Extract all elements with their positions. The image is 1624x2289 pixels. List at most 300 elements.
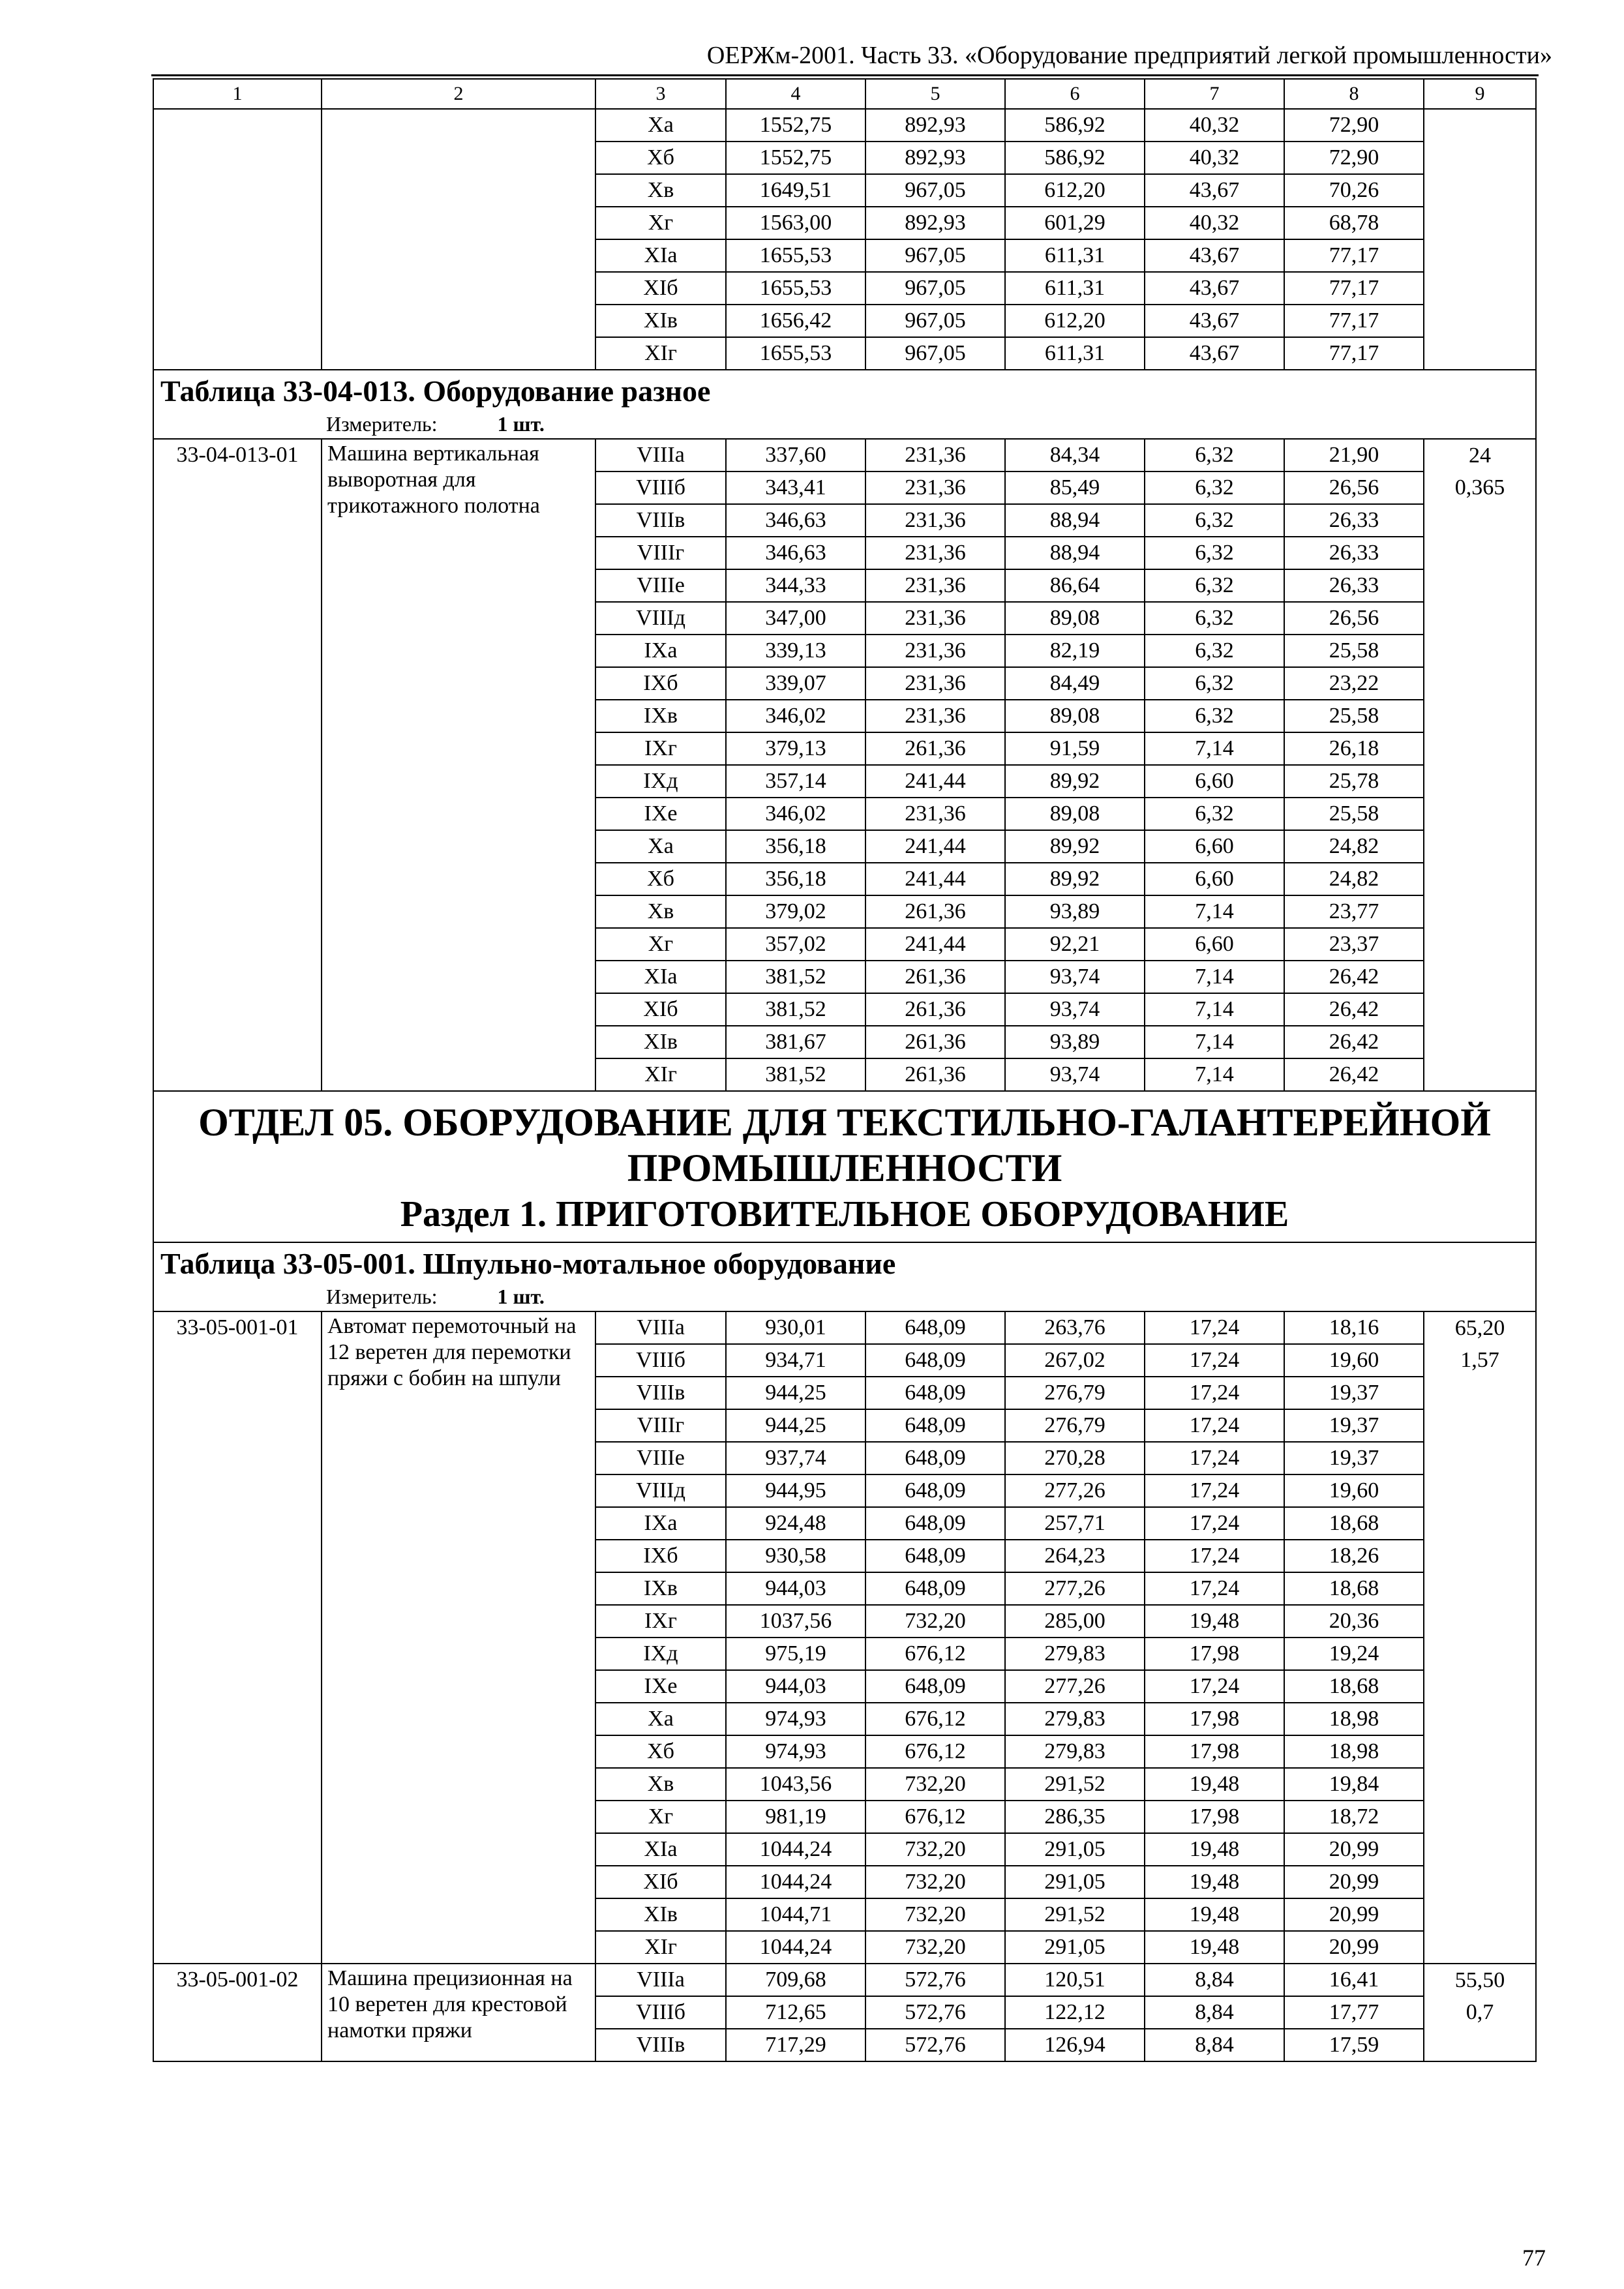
value-cell: 84,34	[1005, 439, 1145, 471]
value-cell: 23,37	[1284, 928, 1424, 961]
value-cell: 381,52	[726, 961, 865, 993]
region-zone: VIIIд	[595, 1474, 726, 1507]
value-cell: 89,92	[1005, 830, 1145, 863]
value-cell: 967,05	[865, 337, 1005, 370]
table-row	[153, 109, 1536, 142]
value-cell: 23,77	[1284, 895, 1424, 928]
value-cell: 26,56	[1284, 471, 1424, 504]
value-cell: 263,76	[1005, 1311, 1145, 1344]
value-cell: 92,21	[1005, 928, 1145, 961]
value-cell: 19,48	[1145, 1605, 1284, 1638]
value-cell: 934,71	[726, 1344, 865, 1377]
value-cell: 89,08	[1005, 798, 1145, 830]
value-cell: 84,49	[1005, 667, 1145, 700]
value-cell: 19,48	[1145, 1768, 1284, 1801]
value-cell: 8,84	[1145, 1996, 1284, 2029]
value-cell: 6,32	[1145, 667, 1284, 700]
value-cell: 344,33	[726, 569, 865, 602]
value-cell: 944,03	[726, 1670, 865, 1703]
table-row	[153, 1964, 1536, 1996]
value-cell: 676,12	[865, 1703, 1005, 1735]
value-cell: 586,92	[1005, 142, 1145, 174]
value-cell: 26,18	[1284, 732, 1424, 765]
value-cell: 944,03	[726, 1572, 865, 1605]
value-cell: 975,19	[726, 1638, 865, 1670]
value-cell: 1044,24	[726, 1833, 865, 1866]
col9-value: 65,20	[1454, 1316, 1505, 1340]
value-cell: 82,19	[1005, 635, 1145, 667]
value-cell: 346,02	[726, 798, 865, 830]
value-cell: 944,95	[726, 1474, 865, 1507]
value-cell: 26,42	[1284, 1058, 1424, 1091]
region-zone: VIIIе	[595, 569, 726, 602]
item-code	[153, 109, 322, 370]
header-rule	[151, 74, 1539, 76]
value-cell: 967,05	[865, 174, 1005, 207]
value-cell: 967,05	[865, 272, 1005, 305]
value-cell: 21,90	[1284, 439, 1424, 471]
value-cell: 6,60	[1145, 863, 1284, 895]
value-cell: 20,99	[1284, 1833, 1424, 1866]
page-number: 77	[1522, 2245, 1546, 2271]
value-cell: 8,84	[1145, 2029, 1284, 2061]
value-cell: 231,36	[865, 635, 1005, 667]
region-zone: ХIа	[595, 239, 726, 272]
value-cell: 89,08	[1005, 700, 1145, 732]
value-cell: 26,56	[1284, 602, 1424, 635]
region-zone: IХг	[595, 1605, 726, 1638]
value-cell: 611,31	[1005, 239, 1145, 272]
value-cell: 339,07	[726, 667, 865, 700]
value-cell: 261,36	[865, 961, 1005, 993]
value-cell: 17,24	[1145, 1474, 1284, 1507]
value-cell: 6,60	[1145, 928, 1284, 961]
value-cell: 17,24	[1145, 1409, 1284, 1442]
value-cell: 19,37	[1284, 1377, 1424, 1409]
value-cell: 1656,42	[726, 305, 865, 337]
table-033-04-013-title-row	[153, 370, 1536, 439]
column-number-row	[153, 79, 1536, 109]
measure-line	[160, 1282, 1529, 1311]
value-cell: 346,63	[726, 537, 865, 569]
region-zone: Хб	[595, 1735, 726, 1768]
region-zone: IХд	[595, 1638, 726, 1670]
column-number: 2	[322, 79, 595, 109]
value-cell: 732,20	[865, 1866, 1005, 1898]
value-cell: 279,83	[1005, 1703, 1145, 1735]
region-zone: ХIг	[595, 1931, 726, 1964]
value-cell: 77,17	[1284, 337, 1424, 370]
value-cell: 291,05	[1005, 1833, 1145, 1866]
column-number: 9	[1424, 79, 1536, 109]
value-cell: 231,36	[865, 439, 1005, 471]
value-cell: 1552,75	[726, 142, 865, 174]
value-cell: 6,32	[1145, 504, 1284, 537]
value-cell: 712,65	[726, 1996, 865, 2029]
value-cell: 930,01	[726, 1311, 865, 1344]
value-cell: 91,59	[1005, 732, 1145, 765]
value-cell: 1655,53	[726, 239, 865, 272]
col9-values	[1424, 439, 1536, 1091]
value-cell: 285,00	[1005, 1605, 1145, 1638]
value-cell: 18,68	[1284, 1507, 1424, 1540]
value-cell: 6,32	[1145, 569, 1284, 602]
item-code: 33-05-001-02	[153, 1964, 322, 2061]
value-cell: 43,67	[1145, 305, 1284, 337]
col9-values	[1424, 1964, 1536, 2061]
region-zone: Хг	[595, 207, 726, 239]
item-name	[322, 109, 595, 370]
value-cell: 18,68	[1284, 1670, 1424, 1703]
value-cell: 648,09	[865, 1572, 1005, 1605]
region-zone: Хб	[595, 863, 726, 895]
value-cell: 26,33	[1284, 537, 1424, 569]
value-cell: 357,02	[726, 928, 865, 961]
region-zone: Хг	[595, 1801, 726, 1833]
col9-value: 0,7	[1466, 2000, 1494, 2024]
value-cell: 18,98	[1284, 1735, 1424, 1768]
table-title-cell	[153, 1242, 1536, 1311]
value-cell: 20,99	[1284, 1866, 1424, 1898]
region-zone: IХв	[595, 1572, 726, 1605]
value-cell: 261,36	[865, 1026, 1005, 1058]
value-cell: 648,09	[865, 1474, 1005, 1507]
value-cell: 18,98	[1284, 1703, 1424, 1735]
value-cell: 25,58	[1284, 700, 1424, 732]
value-cell: 25,58	[1284, 635, 1424, 667]
value-cell: 1044,24	[726, 1866, 865, 1898]
value-cell: 20,99	[1284, 1898, 1424, 1931]
col9-value: 55,50	[1454, 1968, 1505, 1992]
value-cell: 732,20	[865, 1768, 1005, 1801]
value-cell: 17,98	[1145, 1735, 1284, 1768]
value-cell: 261,36	[865, 732, 1005, 765]
value-cell: 19,60	[1284, 1344, 1424, 1377]
value-cell: 6,32	[1145, 700, 1284, 732]
value-cell: 17,98	[1145, 1703, 1284, 1735]
value-cell: 937,74	[726, 1442, 865, 1474]
item-code: 33-04-013-01	[153, 439, 322, 1091]
value-cell: 257,71	[1005, 1507, 1145, 1540]
value-cell: 241,44	[865, 765, 1005, 798]
region-zone: VIIIд	[595, 602, 726, 635]
value-cell: 89,92	[1005, 765, 1145, 798]
region-zone: Хг	[595, 928, 726, 961]
value-cell: 572,76	[865, 2029, 1005, 2061]
value-cell: 381,52	[726, 993, 865, 1026]
value-cell: 19,84	[1284, 1768, 1424, 1801]
value-cell: 43,67	[1145, 174, 1284, 207]
value-cell: 43,67	[1145, 239, 1284, 272]
value-cell: 981,19	[726, 1801, 865, 1833]
value-cell: 1552,75	[726, 109, 865, 142]
value-cell: 8,84	[1145, 1964, 1284, 1996]
value-cell: 967,05	[865, 239, 1005, 272]
region-zone: VIIIа	[595, 1311, 726, 1344]
value-cell: 924,48	[726, 1507, 865, 1540]
value-cell: 7,14	[1145, 1026, 1284, 1058]
price-table-body	[153, 79, 1536, 2061]
value-cell: 241,44	[865, 928, 1005, 961]
value-cell: 267,02	[1005, 1344, 1145, 1377]
value-cell: 17,24	[1145, 1540, 1284, 1572]
value-cell: 89,92	[1005, 863, 1145, 895]
value-cell: 93,89	[1005, 1026, 1145, 1058]
column-number: 3	[595, 79, 726, 109]
value-cell: 892,93	[865, 142, 1005, 174]
value-cell: 732,20	[865, 1931, 1005, 1964]
value-cell: 270,28	[1005, 1442, 1145, 1474]
value-cell: 19,37	[1284, 1442, 1424, 1474]
value-cell: 648,09	[865, 1311, 1005, 1344]
value-cell: 19,48	[1145, 1931, 1284, 1964]
value-cell: 264,23	[1005, 1540, 1145, 1572]
region-zone: VIIIг	[595, 1409, 726, 1442]
value-cell: 25,58	[1284, 798, 1424, 830]
value-cell: 277,26	[1005, 1670, 1145, 1703]
value-cell: 24,82	[1284, 863, 1424, 895]
value-cell: 279,83	[1005, 1638, 1145, 1670]
value-cell: 277,26	[1005, 1474, 1145, 1507]
value-cell: 892,93	[865, 109, 1005, 142]
value-cell: 241,44	[865, 830, 1005, 863]
value-cell: 231,36	[865, 537, 1005, 569]
value-cell: 6,32	[1145, 602, 1284, 635]
value-cell: 86,64	[1005, 569, 1145, 602]
item-name: Машина прецизионная на 10 веретен для крестовой намотки пряжи	[322, 1964, 595, 2061]
value-cell: 231,36	[865, 798, 1005, 830]
value-cell: 967,05	[865, 305, 1005, 337]
value-cell: 231,36	[865, 667, 1005, 700]
value-cell: 337,60	[726, 439, 865, 471]
region-zone: Ха	[595, 109, 726, 142]
value-cell: 77,17	[1284, 272, 1424, 305]
value-cell: 40,32	[1145, 207, 1284, 239]
col9-value: 24	[1469, 443, 1491, 468]
value-cell: 612,20	[1005, 174, 1145, 207]
region-zone: VIIIа	[595, 1964, 726, 1996]
value-cell: 291,52	[1005, 1898, 1145, 1931]
region-zone: VIIIв	[595, 1377, 726, 1409]
value-cell: 24,82	[1284, 830, 1424, 863]
value-cell: 381,67	[726, 1026, 865, 1058]
value-cell: 1037,56	[726, 1605, 865, 1638]
value-cell: 648,09	[865, 1670, 1005, 1703]
value-cell: 356,18	[726, 863, 865, 895]
value-cell: 6,60	[1145, 830, 1284, 863]
value-cell: 25,78	[1284, 765, 1424, 798]
value-cell: 974,93	[726, 1735, 865, 1768]
region-zone: IХа	[595, 1507, 726, 1540]
value-cell: 6,32	[1145, 537, 1284, 569]
value-cell: 261,36	[865, 895, 1005, 928]
value-cell: 944,25	[726, 1377, 865, 1409]
column-number: 4	[726, 79, 865, 109]
value-cell: 241,44	[865, 863, 1005, 895]
region-zone: VIIIе	[595, 1442, 726, 1474]
region-zone: Хв	[595, 895, 726, 928]
table-row	[153, 439, 1536, 471]
value-cell: 18,16	[1284, 1311, 1424, 1344]
value-cell: 17,24	[1145, 1377, 1284, 1409]
value-cell: 6,60	[1145, 765, 1284, 798]
region-zone: ХIв	[595, 305, 726, 337]
value-cell: 77,17	[1284, 239, 1424, 272]
value-cell: 20,36	[1284, 1605, 1424, 1638]
value-cell: 1655,53	[726, 337, 865, 370]
measure-unit: 1 шт.	[497, 1285, 545, 1308]
value-cell: 930,58	[726, 1540, 865, 1572]
item-name: Автомат перемоточный на 12 веретен для перемотки пряжи с бобин на шпули	[322, 1311, 595, 1964]
value-cell: 1563,00	[726, 207, 865, 239]
value-cell: 7,14	[1145, 961, 1284, 993]
value-cell: 19,48	[1145, 1833, 1284, 1866]
value-cell: 1044,24	[726, 1931, 865, 1964]
table-row	[153, 1311, 1536, 1344]
measure-label: Измеритель:	[326, 1285, 438, 1308]
value-cell: 26,42	[1284, 993, 1424, 1026]
value-cell: 18,68	[1284, 1572, 1424, 1605]
value-cell: 93,74	[1005, 1058, 1145, 1091]
value-cell: 7,14	[1145, 993, 1284, 1026]
value-cell: 88,94	[1005, 537, 1145, 569]
region-zone: VIIIв	[595, 2029, 726, 2061]
item-code: 33-05-001-01	[153, 1311, 322, 1964]
region-zone: VIIIа	[595, 439, 726, 471]
value-cell: 339,13	[726, 635, 865, 667]
value-cell: 291,52	[1005, 1768, 1145, 1801]
value-cell: 19,37	[1284, 1409, 1424, 1442]
table-title: Таблица 33-04-013. Оборудование разное	[160, 374, 711, 408]
value-cell: 612,20	[1005, 305, 1145, 337]
region-zone: Хв	[595, 174, 726, 207]
region-zone: VIIIв	[595, 504, 726, 537]
value-cell: 88,94	[1005, 504, 1145, 537]
value-cell: 7,14	[1145, 732, 1284, 765]
value-cell: 648,09	[865, 1409, 1005, 1442]
region-zone: ХIг	[595, 337, 726, 370]
value-cell: 291,05	[1005, 1931, 1145, 1964]
col9-values	[1424, 1311, 1536, 1964]
value-cell: 572,76	[865, 1996, 1005, 2029]
value-cell: 43,67	[1145, 272, 1284, 305]
value-cell: 40,32	[1145, 142, 1284, 174]
value-cell: 1655,53	[726, 272, 865, 305]
value-cell: 17,24	[1145, 1442, 1284, 1474]
value-cell: 676,12	[865, 1735, 1005, 1768]
region-zone: ХIб	[595, 272, 726, 305]
region-zone: IХа	[595, 635, 726, 667]
value-cell: 357,14	[726, 765, 865, 798]
value-cell: 648,09	[865, 1442, 1005, 1474]
value-cell: 346,63	[726, 504, 865, 537]
value-cell: 732,20	[865, 1833, 1005, 1866]
value-cell: 18,72	[1284, 1801, 1424, 1833]
value-cell: 23,22	[1284, 667, 1424, 700]
value-cell: 601,29	[1005, 207, 1145, 239]
column-number: 8	[1284, 79, 1424, 109]
col9-values	[1424, 109, 1536, 370]
value-cell: 709,68	[726, 1964, 865, 1996]
col9-value: 1,57	[1460, 1348, 1499, 1372]
value-cell: 26,33	[1284, 569, 1424, 602]
value-cell: 7,14	[1145, 1058, 1284, 1091]
value-cell: 17,24	[1145, 1572, 1284, 1605]
value-cell: 974,93	[726, 1703, 865, 1735]
value-cell: 6,32	[1145, 635, 1284, 667]
value-cell: 347,00	[726, 602, 865, 635]
value-cell: 68,78	[1284, 207, 1424, 239]
value-cell: 261,36	[865, 993, 1005, 1026]
value-cell: 70,26	[1284, 174, 1424, 207]
region-zone: VIIIб	[595, 1996, 726, 2029]
value-cell: 89,08	[1005, 602, 1145, 635]
value-cell: 648,09	[865, 1507, 1005, 1540]
value-cell: 16,41	[1284, 1964, 1424, 1996]
value-cell: 40,32	[1145, 109, 1284, 142]
value-cell: 676,12	[865, 1638, 1005, 1670]
region-zone: IХе	[595, 798, 726, 830]
region-zone: IХб	[595, 1540, 726, 1572]
region-zone: ХIв	[595, 1898, 726, 1931]
section-heading-row	[153, 1091, 1536, 1242]
measure-unit: 1 шт.	[497, 412, 545, 436]
col9-value: 0,365	[1454, 475, 1505, 500]
value-cell: 93,89	[1005, 895, 1145, 928]
value-cell: 279,83	[1005, 1735, 1145, 1768]
region-zone: IХе	[595, 1670, 726, 1703]
region-zone: IХб	[595, 667, 726, 700]
value-cell: 17,59	[1284, 2029, 1424, 2061]
value-cell: 26,42	[1284, 1026, 1424, 1058]
value-cell: 732,20	[865, 1605, 1005, 1638]
region-zone: VIIIб	[595, 1344, 726, 1377]
value-cell: 586,92	[1005, 109, 1145, 142]
value-cell: 18,26	[1284, 1540, 1424, 1572]
measure-label: Измеритель:	[326, 412, 438, 436]
value-cell: 1043,56	[726, 1768, 865, 1801]
value-cell: 356,18	[726, 830, 865, 863]
region-zone: ХIб	[595, 1866, 726, 1898]
value-cell: 231,36	[865, 569, 1005, 602]
value-cell: 85,49	[1005, 471, 1145, 504]
value-cell: 126,94	[1005, 2029, 1145, 2061]
value-cell: 19,60	[1284, 1474, 1424, 1507]
value-cell: 291,05	[1005, 1866, 1145, 1898]
value-cell: 611,31	[1005, 272, 1145, 305]
value-cell: 93,74	[1005, 961, 1145, 993]
region-zone: ХIа	[595, 961, 726, 993]
value-cell: 20,99	[1284, 1931, 1424, 1964]
value-cell: 231,36	[865, 602, 1005, 635]
table-title: Таблица 33-05-001. Шпульно-мотальное оборудование	[160, 1247, 896, 1280]
table-title-cell	[153, 370, 1536, 439]
value-cell: 7,14	[1145, 895, 1284, 928]
value-cell: 381,52	[726, 1058, 865, 1091]
region-zone: Хв	[595, 1768, 726, 1801]
value-cell: 6,32	[1145, 471, 1284, 504]
value-cell: 276,79	[1005, 1377, 1145, 1409]
region-zone: Ха	[595, 1703, 726, 1735]
value-cell: 286,35	[1005, 1801, 1145, 1833]
column-number: 1	[153, 79, 322, 109]
value-cell: 676,12	[865, 1801, 1005, 1833]
region-zone: IХв	[595, 700, 726, 732]
value-cell: 892,93	[865, 207, 1005, 239]
value-cell: 717,29	[726, 2029, 865, 2061]
value-cell: 648,09	[865, 1377, 1005, 1409]
value-cell: 231,36	[865, 471, 1005, 504]
